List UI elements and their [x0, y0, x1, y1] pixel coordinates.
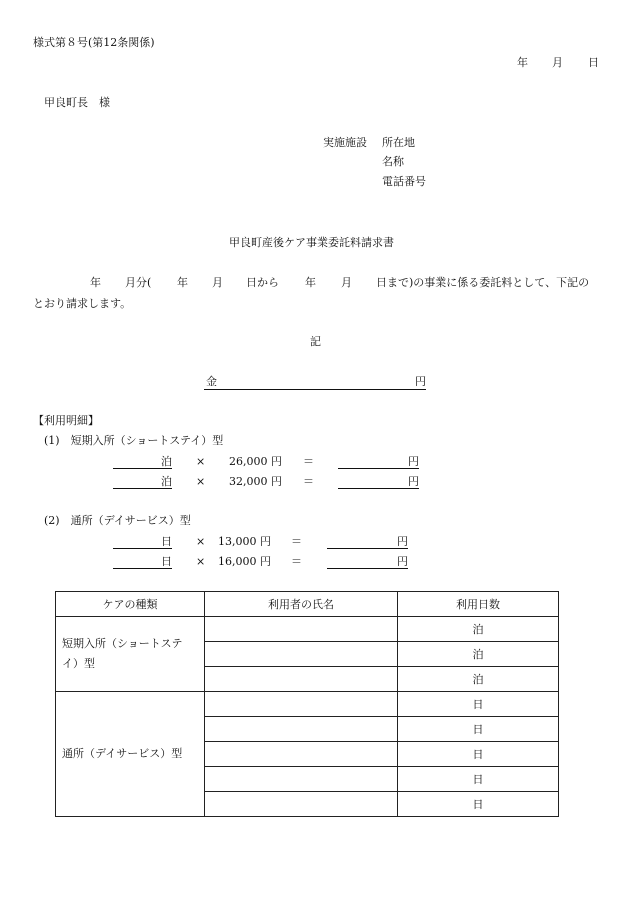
- amount-underline: [204, 389, 426, 390]
- date-year-label: 年: [517, 56, 528, 69]
- addressee: 甲良町長 様: [44, 96, 110, 109]
- details-heading: 【利用明細】: [33, 414, 99, 427]
- section2-row1-price: 13,000 円: [218, 535, 271, 548]
- body-year2: 年: [177, 276, 188, 289]
- form-number: 様式第８号(第12条関係): [33, 36, 155, 49]
- header-user-name: 利用者の氏名: [205, 592, 398, 617]
- section2-row2-count-line: [113, 568, 172, 569]
- section1-row2-yen: 円: [408, 475, 419, 488]
- usage-unit-cell: 日: [398, 767, 559, 792]
- usage-unit-cell: 日: [398, 692, 559, 717]
- section1-row1-eq: ＝: [303, 455, 314, 468]
- body-year1: 年: [90, 276, 101, 289]
- user-name-cell[interactable]: [205, 692, 398, 717]
- usage-unit-cell: 泊: [398, 667, 559, 692]
- section1-row2-times: ×: [196, 475, 206, 488]
- section1-row2-unit: 泊: [161, 475, 172, 488]
- amount-prefix: 金: [206, 375, 217, 388]
- section1-row1-unit: 泊: [161, 455, 172, 468]
- user-name-cell[interactable]: [205, 667, 398, 692]
- section2-row2-times: ×: [196, 555, 206, 568]
- body-month3: 月: [341, 276, 352, 289]
- section2-row1-count-line: [113, 548, 172, 549]
- body-rest: 日まで)の事業に係る委託料として、下記の: [376, 276, 590, 289]
- usage-unit-cell: 日: [398, 792, 559, 817]
- body-month2: 月: [212, 276, 223, 289]
- table-row: [56, 617, 559, 642]
- usage-unit-cell: 泊: [398, 642, 559, 667]
- date-month-label: 月: [552, 56, 563, 69]
- section2-row2-eq: ＝: [291, 555, 302, 568]
- user-name-cell[interactable]: [205, 642, 398, 667]
- section2-row1-yen: 円: [397, 535, 408, 548]
- user-name-cell[interactable]: [205, 792, 398, 817]
- usage-unit-cell: 泊: [398, 617, 559, 642]
- section2-row2-price: 16,000 円: [218, 555, 271, 568]
- section2-row2-total-line: [327, 568, 408, 569]
- section1-row2-total-line: [338, 488, 419, 489]
- name-label: 名称: [382, 155, 404, 168]
- facility-label: 実施施設: [323, 136, 367, 149]
- section1-row1-count-line: [113, 468, 172, 469]
- section1-row1-total-line: [338, 468, 419, 469]
- document-title: 甲良町産後ケア事業委託料請求書: [229, 236, 394, 249]
- body-line2: とおり請求します。: [33, 297, 132, 310]
- section1-row1-price: 26,000 円: [229, 455, 282, 468]
- care-type-short-stay: 短期入所（ショートステイ）型: [56, 617, 205, 692]
- user-name-cell[interactable]: [205, 742, 398, 767]
- section1-row2-price: 32,000 円: [229, 475, 282, 488]
- body-year3: 年: [305, 276, 316, 289]
- ki-label: 記: [310, 335, 321, 348]
- section2-row1-times: ×: [196, 535, 206, 548]
- date-day-label: 日: [588, 56, 599, 69]
- section2-row1-eq: ＝: [291, 535, 302, 548]
- body-month-portion: 月分(: [125, 276, 152, 289]
- usage-unit-cell: 日: [398, 742, 559, 767]
- section1-row2-eq: ＝: [303, 475, 314, 488]
- header-usage-days: 利用日数: [398, 592, 559, 617]
- user-name-cell[interactable]: [205, 767, 398, 792]
- header-care-type: ケアの種類: [56, 592, 205, 617]
- address-label: 所在地: [382, 136, 415, 149]
- section1-row1-yen: 円: [408, 455, 419, 468]
- section2-row1-total-line: [327, 548, 408, 549]
- care-type-day-service: 通所（デイサービス）型: [56, 692, 205, 817]
- table-row: [56, 692, 559, 717]
- usage-unit-cell: 日: [398, 717, 559, 742]
- usage-table: [55, 591, 559, 817]
- section2-row1-unit: 日: [161, 535, 172, 548]
- section2-label: (2) 通所（デイサービス）型: [44, 514, 191, 527]
- amount-suffix: 円: [415, 375, 426, 388]
- phone-label: 電話番号: [382, 175, 426, 188]
- section2-row2-yen: 円: [397, 555, 408, 568]
- section1-label: (1) 短期入所（ショートステイ）型: [44, 434, 224, 447]
- table-header-row: [56, 592, 559, 617]
- user-name-cell[interactable]: [205, 717, 398, 742]
- section1-row2-count-line: [113, 488, 172, 489]
- body-day-from: 日から: [246, 276, 279, 289]
- section2-row2-unit: 日: [161, 555, 172, 568]
- section1-row1-times: ×: [196, 455, 206, 468]
- user-name-cell[interactable]: [205, 617, 398, 642]
